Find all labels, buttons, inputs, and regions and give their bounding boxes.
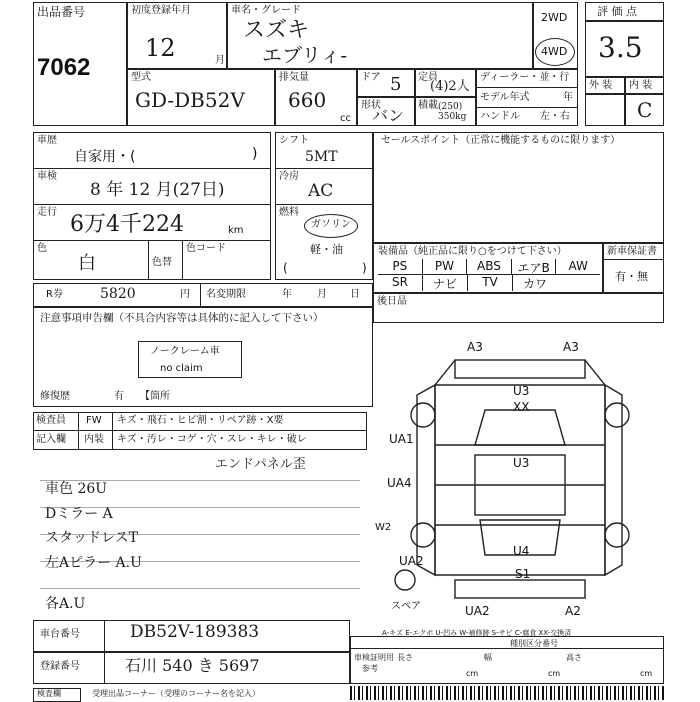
rating-label: 評 価 点 [597,5,637,18]
chassis-label: 車台番号 [40,629,80,640]
warranty-value: 有・無 [615,270,648,283]
equip-sr: SR [378,275,423,291]
dealer-divider-1 [476,87,578,88]
color-change-label: 色替 [152,257,172,268]
width-unit: cm [548,669,561,678]
fuel-gasoline: ガソリン [311,219,351,230]
equip-tv: TV [468,275,513,291]
fuel-label: 燃料 [279,207,299,218]
first-registration-year: 12 [145,34,176,62]
recycle-unit: 円 [180,289,190,300]
diag-mark-left-side: UA4 [387,476,412,490]
first-registration-label: 初度登録年月 [131,5,191,16]
handle-options: 左・右 [540,111,570,122]
inspector-divider-v2 [112,412,113,450]
handwritten-note-6: 各A.U [45,596,86,612]
registration-value: 石川 540 き 5697 [125,656,260,675]
maker-grade-label: 車名・グレード [231,5,301,16]
diag-mark-rear-s1: S1 [515,567,531,581]
handwritten-note-4: スタッドレスT [45,530,138,546]
usage-label: 車歴 [37,135,57,146]
handwritten-note-3: Dミラー A [45,506,113,522]
repair-history-label: 修復歴 [40,391,70,402]
mileage-value: 6万4千224 [70,212,184,237]
ref-label: 参考 [362,664,378,673]
fuel-open-paren: ( [283,261,288,275]
rating-label-divider [585,20,664,22]
footer-text: 受理出品コーナー（受理のコーナー名を記入） [92,689,260,698]
diag-mark-left-front: UA1 [389,432,414,446]
diag-mark-left-rear: UA2 [399,554,424,568]
ac-value: AC [308,181,334,201]
shape-value: バン [372,106,405,125]
repair-history-place: 【箇所 [140,391,170,402]
equip-aw: AW [568,259,588,273]
equip-airbag: エアB [512,259,557,274]
warranty-label: 新車保証書 [607,246,657,257]
dimension-divider-h [350,648,664,649]
fuel-light-oil: 軽・油 [310,243,343,256]
no-claim-line1: ノークレーム車 [150,346,220,357]
handwritten-note-2: 車色 26U [45,481,108,497]
spec-ref-label: 車検証明用 [354,653,394,662]
equip-pw: PW [423,259,468,274]
diag-mark-front-left: A3 [467,340,483,354]
equip-abs: ABS [467,259,512,274]
ext-int-divider-v [624,77,626,126]
diag-mark-rear-right: A2 [565,604,581,618]
equipment-grid [378,259,600,291]
int-label: 内装 [84,434,104,445]
name-change-day: 日 [350,289,360,300]
ac-label: 冷房 [279,171,299,182]
doors-value: 5 [390,74,402,95]
damage-legend: A-キズ E-エクボ U-凹み W-補修跡 S-サビ C-腐食 XX-交換済 [382,629,572,637]
shift-divider-1 [275,168,373,169]
shaken-value: 8 年 12 月(27日) [90,180,225,200]
shift-divider-2 [275,204,373,205]
model-type-label: 型式 [131,72,151,83]
drive-4wd: 4WD [541,45,568,58]
no-claim-line2: no claim [160,363,203,374]
recycle-label: R券 [46,289,63,300]
doors-label: ドア [361,72,381,83]
equip-ps: PS [378,259,423,274]
capacity-label: 定員 [418,72,438,83]
equip-navi: ナビ [423,275,468,291]
recycle-divider [200,283,201,307]
drive-4wd-circle [535,38,575,66]
dealer-label: ディーラー・並・行 [480,72,570,83]
model-type-value: GD-DB52V [135,88,245,112]
shaken-label: 車検 [37,171,57,182]
color-divider-v [148,240,149,280]
notes-label: 注意事項申告欄（不具合内容等は具体的に記入して下さい） [40,312,324,324]
inspector-divider-v1 [78,412,79,450]
capacity-value: (4)2人 [430,79,470,94]
registration-label: 登録番号 [40,661,80,672]
name-change-month: 月 [317,289,327,300]
lot-number-label: 出品番号 [37,5,86,19]
interior-grade: C [637,98,653,122]
dealer-divider-2 [476,107,578,108]
exterior-label: 外 装 [589,80,613,91]
history-divider-3 [33,240,271,241]
type-ref-label: 種別区分番号 [510,639,558,648]
diag-mark-front-right: A3 [563,340,579,354]
usage-close: ) [252,146,258,162]
drive-2wd: 2WD [541,11,568,24]
displacement-value: 660 [288,88,327,112]
sales-point-box [373,132,664,243]
length-unit: cm [466,669,479,678]
height-unit: cm [640,669,653,678]
inspector-divider-h [33,430,367,431]
load-value: (250) 350kg [438,102,467,122]
shift-label: シフト [279,135,309,146]
name-change-label: 名変期限 [206,289,246,300]
barcode [350,686,664,700]
height-label: 高さ [566,653,582,662]
ext-int-divider-h [585,93,664,95]
rating-value: 3.5 [598,31,643,64]
color-code-label: 色コード [186,243,226,254]
interior-label: 内 装 [629,80,653,91]
length-label: 長さ [397,653,413,662]
chassis-value: DB52V-189383 [130,622,260,642]
usage-value: 自家用・( [74,149,136,165]
color-label: 色 [37,243,47,254]
vehicle-diagram [375,325,664,625]
warranty-divider [603,259,664,260]
equipment-label: 装備品（純正品に限り○をつけて下さい） [378,246,567,257]
mileage-label: 走行 [37,207,57,218]
fw-label: FW [86,415,102,426]
handwritten-note-5: 左Aピラー A.U [45,555,142,571]
int-text: キズ・汚レ・コゲ・穴・スレ・キレ・破レ [117,434,307,445]
color-value: 白 [78,253,96,274]
diag-mark-rear-window: U4 [513,544,530,558]
lot-number-value: 7062 [37,54,91,81]
sales-point-label: セールスポイント（正常に機能するものに限ります） [381,135,621,146]
diag-mark-windshield-xx: XX [513,400,530,414]
inspector-label: 検査員 [36,415,66,426]
displacement-label: 排気量 [279,72,309,83]
shape-label: 形状 [361,100,381,111]
name-change-year: 年 [282,289,292,300]
footer-inspection-label: 検査欄 [37,689,61,698]
post-sale-box [373,293,664,323]
history-divider-1 [33,168,271,169]
model-year-suffix: 年 [563,92,573,103]
load-label: 積載 [418,100,438,111]
fw-text: キズ・飛石・ヒビ割・リペア跡・X要 [117,415,284,426]
recycle-value: 5820 [100,286,136,302]
handle-label: ハンドル [480,111,520,122]
repair-history-value: 有 [114,391,124,402]
model-year-label: モデル年式 [480,92,530,103]
displacement-unit: cc [340,113,351,124]
maker-name: スズキ [243,18,310,43]
diag-spare-label: スペア [391,601,421,612]
month-unit: 月 [215,55,225,66]
post-sale-label: 後日品 [377,296,407,307]
diag-mark-rear-left: UA2 [465,604,490,618]
history-divider-2 [33,204,271,205]
color-code-divider-v [182,240,183,280]
diag-mark-left-w2: W2 [375,522,392,533]
diag-mark-windshield: U3 [513,384,530,398]
model-name: エブリィ- [262,43,348,67]
equip-leather: カワ [522,277,547,291]
handwritten-note-1: エンドパネル歪 [215,457,306,472]
fuel-close-paren: ) [362,261,367,275]
shift-value: 5MT [305,149,338,165]
mileage-unit: km [228,225,244,236]
width-label: 幅 [484,653,492,662]
diag-mark-roof: U3 [513,456,530,470]
record-label: 記入欄 [36,434,66,445]
